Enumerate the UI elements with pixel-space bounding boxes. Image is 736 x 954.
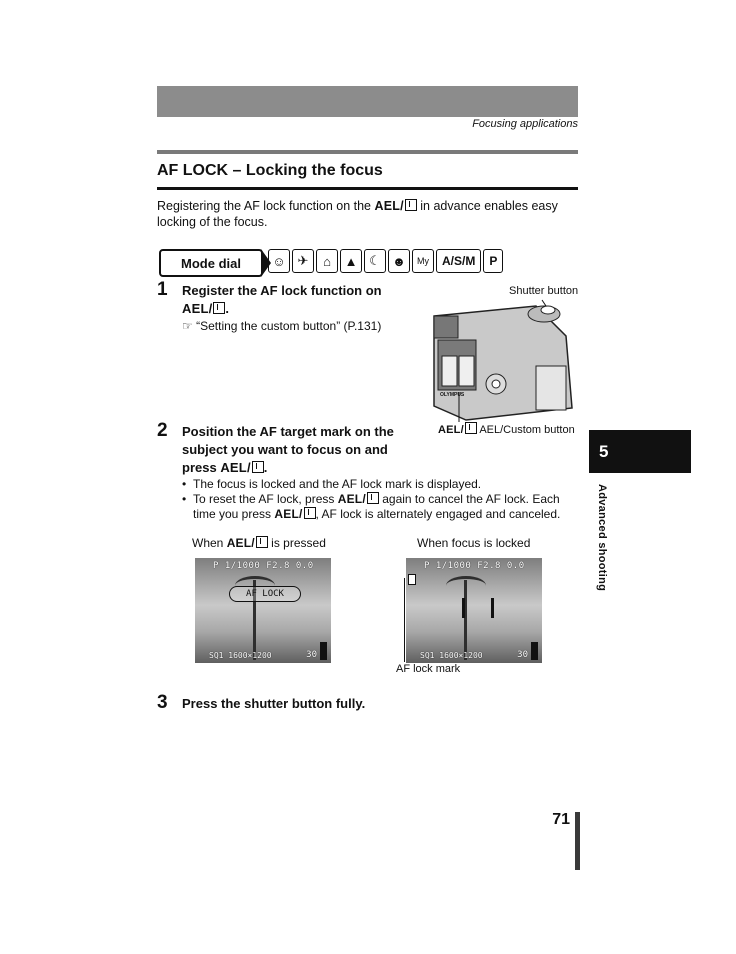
landscape-portrait-icon: ⌂ bbox=[316, 249, 338, 273]
page-number-bar bbox=[575, 812, 580, 870]
section-rule bbox=[157, 150, 578, 154]
step-3-number: 3 bbox=[157, 692, 168, 713]
step-3-title: Press the shutter button fully. bbox=[182, 696, 366, 711]
portrait-icon: ☺ bbox=[268, 249, 290, 273]
mode-dial-label: Mode dial bbox=[159, 249, 263, 277]
af-lock-mark-icon bbox=[408, 574, 416, 585]
intro-text-start: Registering the AF lock function on the bbox=[157, 199, 375, 213]
right-screen-caption: When focus is locked bbox=[417, 536, 531, 550]
chapter-label: Advanced shooting bbox=[596, 484, 608, 592]
camera-illustration bbox=[426, 296, 576, 422]
self-portrait-icon: ☻ bbox=[388, 249, 410, 273]
mode-asm: A/S/M bbox=[436, 249, 481, 273]
af-lock-mark-leader bbox=[404, 578, 405, 662]
palm-trunk bbox=[464, 580, 467, 660]
lcd-shot-count: 30 bbox=[517, 650, 528, 660]
custom-button-icon bbox=[213, 302, 225, 314]
lcd-screen-focus-locked bbox=[406, 558, 542, 663]
section-label: Focusing applications bbox=[472, 118, 578, 130]
custom-button-icon bbox=[304, 507, 316, 519]
custom-button-icon bbox=[256, 536, 268, 548]
left-screen-caption: When AEL/ is pressed bbox=[192, 536, 326, 550]
header-bar bbox=[157, 86, 578, 117]
custom-button-icon bbox=[405, 199, 417, 211]
custom-button-icon bbox=[367, 492, 379, 504]
af-lock-indicator: AF LOCK bbox=[229, 586, 301, 602]
chapter-tab: 5 bbox=[589, 430, 691, 473]
landscape-icon: ▲ bbox=[340, 249, 362, 273]
ael-button-symbol: AEL/ bbox=[182, 301, 225, 316]
ael-button-symbol: AEL/ bbox=[220, 460, 263, 475]
lcd-quality-readout: SQ1 1600×1200 bbox=[209, 651, 272, 660]
step-2-number: 2 bbox=[157, 420, 168, 441]
battery-icon bbox=[320, 642, 327, 660]
lcd-exposure-readout: P 1/1000 F2.8 0.0 bbox=[213, 561, 314, 571]
ael-custom-button-label: AEL/ AEL/Custom button bbox=[438, 424, 575, 436]
camera-brand-text: OLYMPUS bbox=[440, 392, 465, 398]
custom-button-icon bbox=[252, 461, 264, 473]
reference-hand-icon: ☞ bbox=[182, 319, 193, 333]
list-item: • The focus is locked and the AF lock mark is displayed. bbox=[182, 477, 482, 491]
mode-dial-icons bbox=[268, 249, 503, 273]
battery-icon bbox=[531, 642, 538, 660]
step-1-number: 1 bbox=[157, 279, 168, 300]
step-1-title: Register the AF lock function on AEL/ . bbox=[182, 283, 382, 316]
lcd-screen-af-lock bbox=[195, 558, 331, 663]
lcd-shot-count: 30 bbox=[306, 650, 317, 660]
lcd-quality-readout: SQ1 1600×1200 bbox=[420, 651, 483, 660]
intro-text-end: in advance enables easy locking of the focus. bbox=[157, 199, 558, 229]
step-2-bullets bbox=[182, 477, 582, 522]
intro-paragraph bbox=[157, 198, 578, 230]
lcd-exposure-readout: P 1/1000 F2.8 0.0 bbox=[424, 561, 525, 571]
list-item: • To reset the AF lock, press AEL/ again to cancel the AF lock. Each time you press AEL/ , AF lock is alternately engaged and canceled. bbox=[182, 492, 561, 521]
ael-button-symbol: AEL/ bbox=[375, 199, 417, 213]
night-scene-icon: ☾ bbox=[364, 249, 386, 273]
sports-icon: ✈ bbox=[292, 249, 314, 273]
shutter-button-label: Shutter button bbox=[509, 285, 579, 297]
my-mode-icon: My bbox=[412, 249, 434, 273]
section-title: AF LOCK – Locking the focus bbox=[157, 162, 383, 179]
step-2-title: Position the AF target mark on the subject you want to focus on and press AEL/ . bbox=[182, 424, 394, 475]
af-target-mark bbox=[462, 598, 494, 618]
step-1-reference: ☞ “Setting the custom button” (P.131) bbox=[182, 319, 382, 333]
page-number: 71 bbox=[552, 811, 570, 828]
mode-p: P bbox=[483, 249, 503, 273]
title-underline bbox=[157, 187, 578, 190]
af-lock-mark-label: AF lock mark bbox=[396, 663, 461, 675]
custom-button-icon bbox=[465, 422, 477, 434]
